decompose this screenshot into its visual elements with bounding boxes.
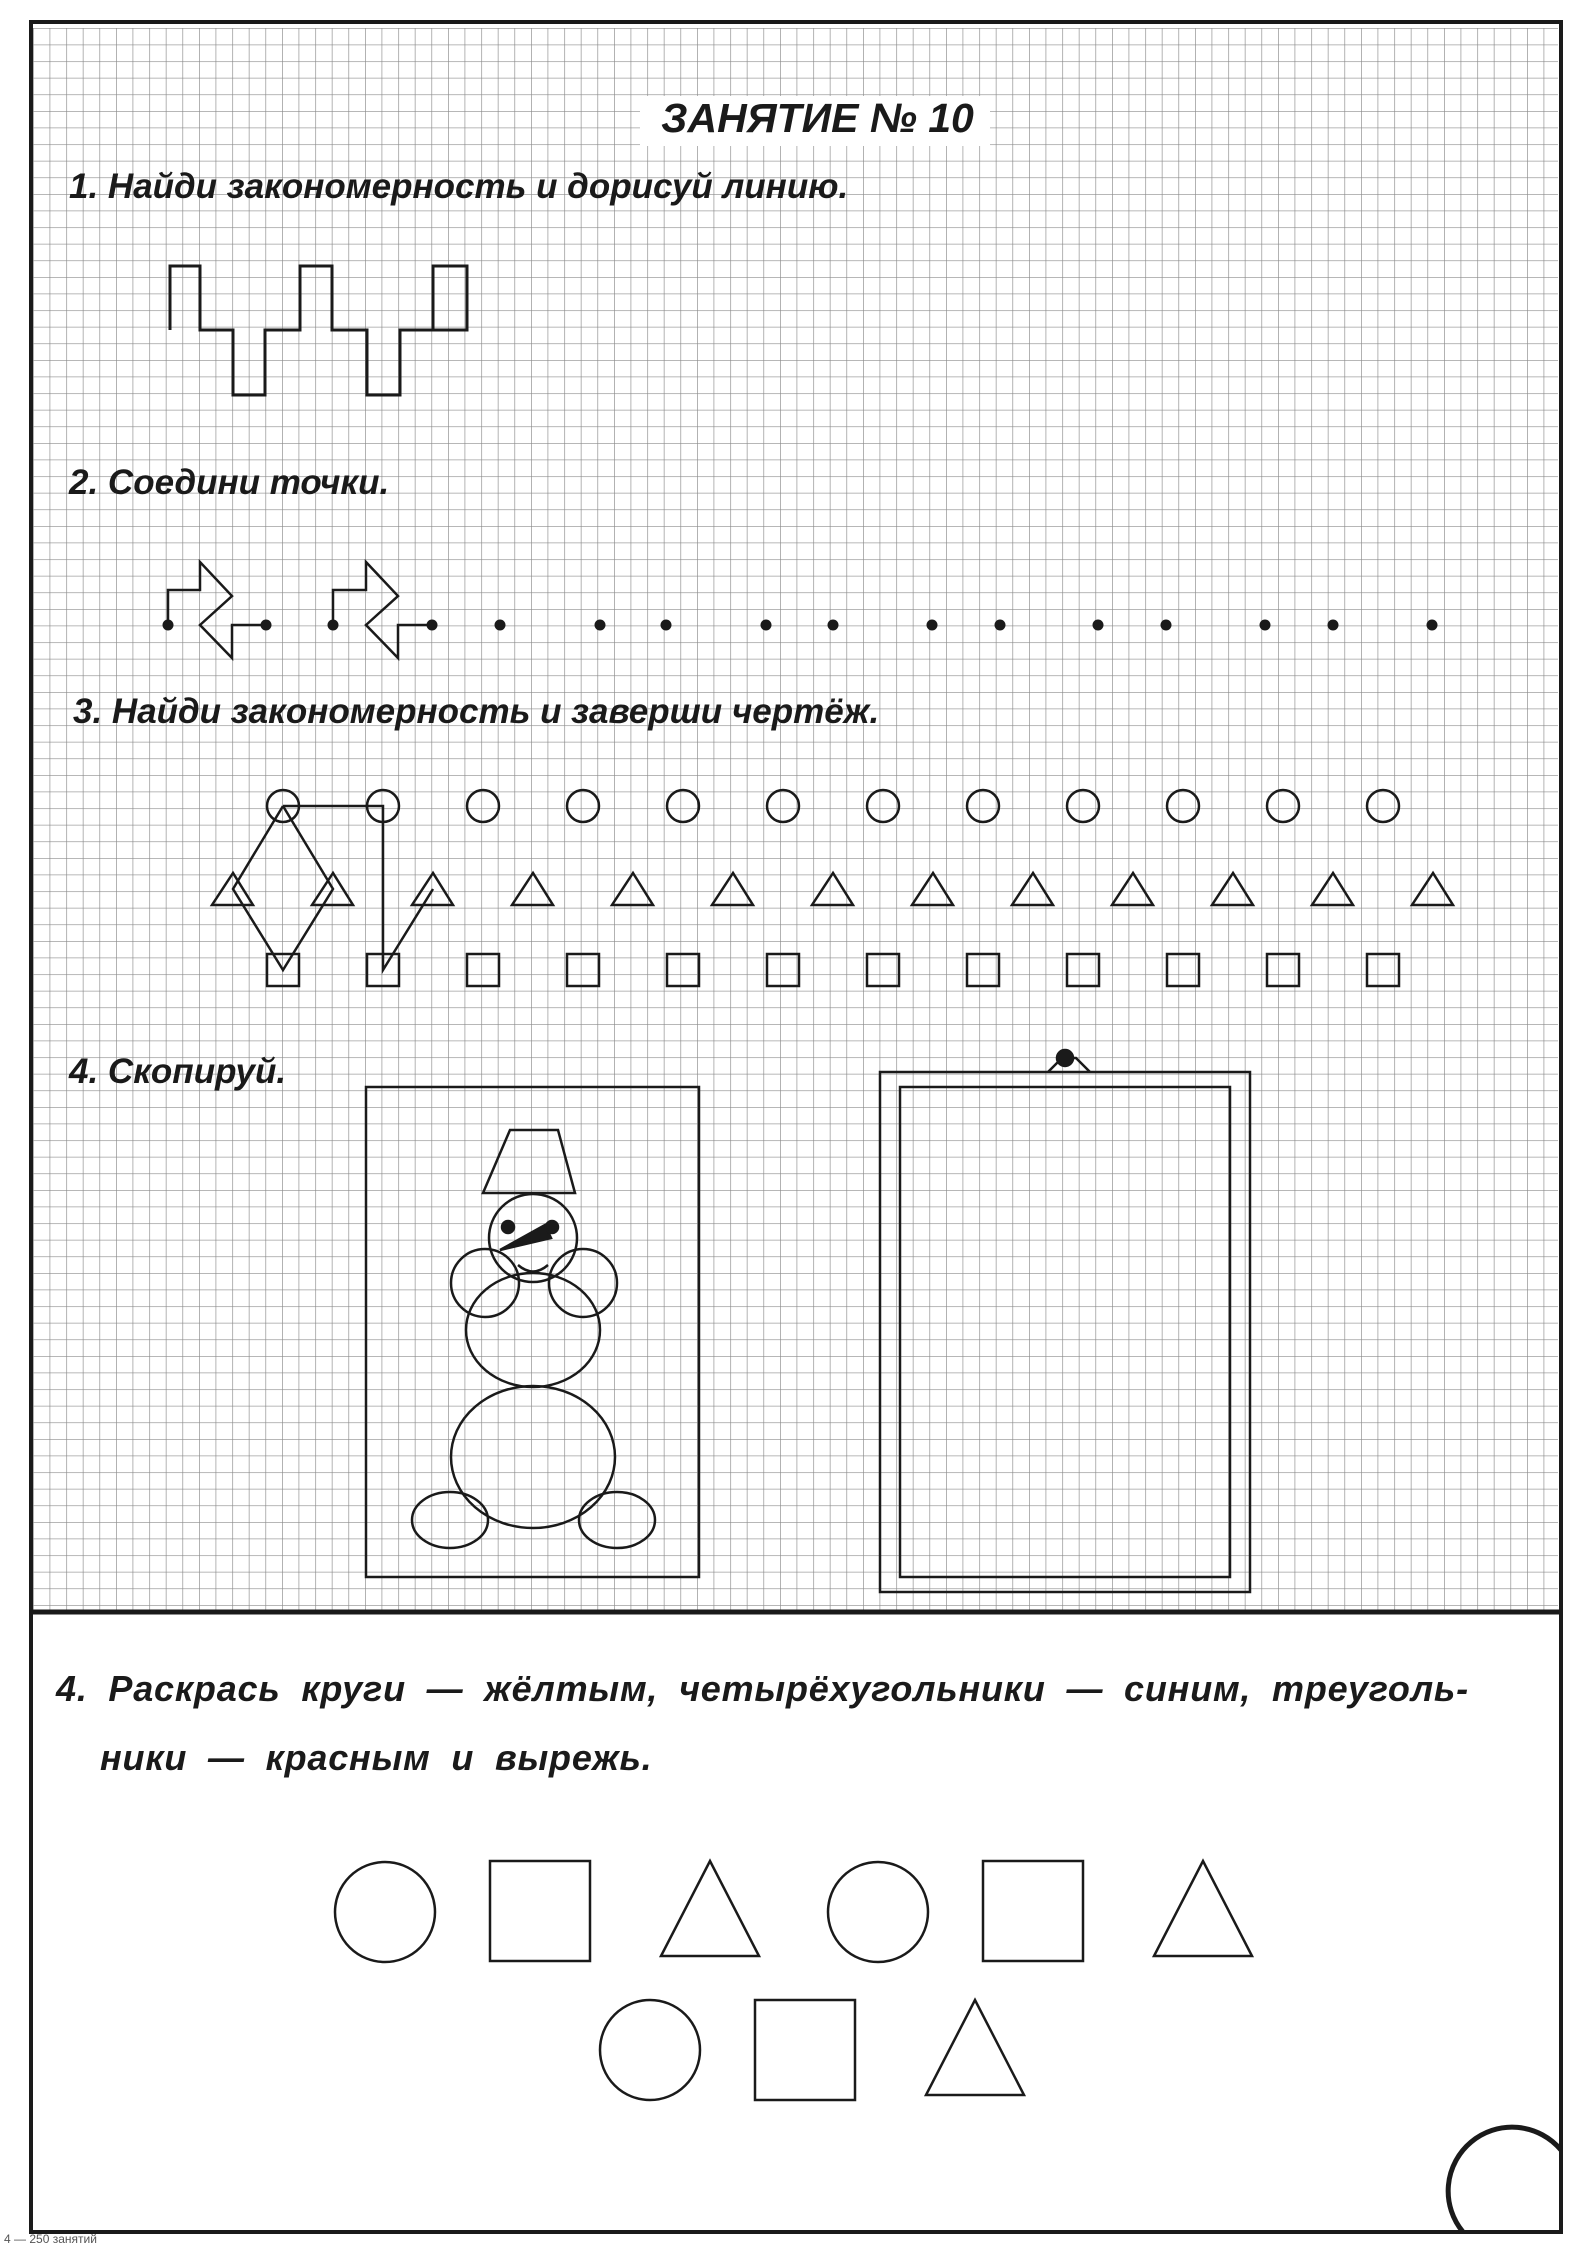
corner-notch-icon bbox=[1448, 2127, 1561, 2232]
task1-heading: 1. Найди закономерность и дорисуй линию. bbox=[69, 167, 849, 206]
task5-shapes-row1 bbox=[335, 1861, 1252, 1962]
task5-instruction-line2: ники — красным и вырежь. bbox=[100, 1737, 653, 1778]
footer-note: 4 — 250 занятий bbox=[4, 2232, 97, 2246]
grid-paper bbox=[33, 28, 1558, 1610]
task4-heading: 4. Скопируй. bbox=[69, 1052, 287, 1091]
page-title: ЗАНЯТИЕ № 10 bbox=[661, 95, 974, 141]
task5-shapes-row2 bbox=[600, 2000, 1024, 2100]
task5-instruction-line1: 4. Раскрась круги — жёлтым, четырёхугольники — синим, треуголь- bbox=[56, 1668, 1469, 1709]
task3-heading: 3. Найди закономерность и заверши чертёж. bbox=[73, 692, 880, 731]
task2-heading: 2. Соедини точки. bbox=[69, 463, 390, 502]
